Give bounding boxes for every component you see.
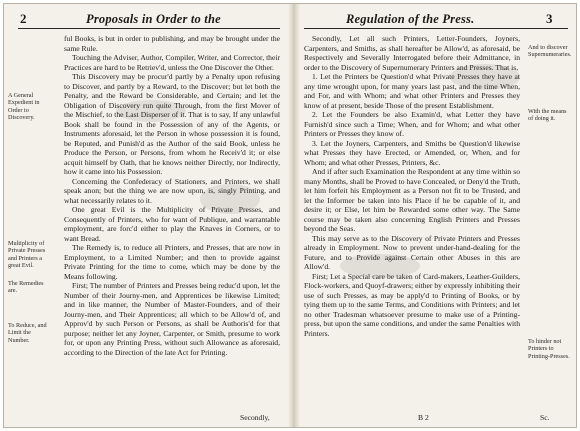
left-paragraph: First; The number of Printers and Presses being reduc'd upon, let the Number of their Journy-men, and Apprentices be likewise Limited; and in like manner, the Number of Master-Founders, and of their Journy-men, and Their Apprentices; all which to be Allow'd of, and Approv'd by such Person or Persons, as shall be Authoris'd for that purpose; neither let any Joyner, Carpenter, or Smith, presume to work for, or upon any Printing Press, without such Allowance as aforesaid, according to the Direction of the late Act for Printing. <box>64 281 280 357</box>
left-head-rule <box>18 28 280 29</box>
right-paragraph: 1. Let the Printers be Question'd what Private Presses they have at any time wrought upon, for many years last past, and the time When, and For, and with Whom; and what other Printers and Presses they know of at present, beside Those of the present Establishment. <box>304 72 520 110</box>
right-catchword: Sc. <box>540 413 550 422</box>
right-side-note-2: With the means of doing it. <box>528 108 567 123</box>
right-paragraph: First; Let a Special care be taken of Card-makers, Leather-Guilders, Flock-workers, and Quoyf-drawers; either by expressly inhibiting their use of such Presses, as may be apply'd to Printing of Books, or by tying them up to the same Terms, and Conditions with Printers; and let no other Tradesman whatsoever presume to make use of a Printing-press, but upon the same conditions, and under the same Penalties with Printers. <box>304 271 520 338</box>
left-catchword: Secondly, <box>240 413 270 422</box>
left-side-note-2: Multiplicity of Private Presses and Printers a great Evil. <box>8 240 46 270</box>
ink-bleed-stain <box>200 184 260 214</box>
left-paragraph: Touching the Adviser, Author, Compiler, Writer, and Corrector, their Practices are hard to be Retriev'd, unless the One Discover the Other. <box>64 53 280 72</box>
right-paragraph: 3. Let the Joyners, Carpenters, and Smiths be Question'd likewise what Presses they have Erected, or Amended, or, When, and for Whom; and what other Presses, Printers, &c. <box>304 138 520 167</box>
ink-bleed-stain <box>340 254 420 278</box>
right-head-rule <box>304 28 568 29</box>
left-side-note-1: A General Expedient in Order to Discovery. <box>8 92 40 122</box>
ink-bleed-stain <box>116 100 186 122</box>
right-side-note-1: And to discover Supernumeraries. <box>528 44 572 59</box>
left-paragraph: Concerning the Confederacy of Stationers, and Printers, we shall speak anon; but the thing we are now upon, is, singly Printing, and what necessarily relates to it. <box>64 176 280 205</box>
left-running-head: Proposals in Order to the <box>86 12 221 26</box>
right-side-note-3: To hinder not Printers to Printing-Presses. <box>528 338 570 360</box>
ink-bleed-stain <box>450 64 520 90</box>
signature-mark: B 2 <box>418 413 429 422</box>
left-paragraph: The Remedy is, to reduce all Printers, and Presses, that are now in Employment, to a Limited Number; and then to provide against Private Printing for the time to come, which may be done by the Means following. <box>64 243 280 281</box>
right-running-head: Regulation of the Press. <box>346 12 475 26</box>
right-page <box>300 4 576 427</box>
left-paragraph: One great Evil is the Multiplicity of Private Presses, and Consequently of Printers, who for want of Publique, and warrantable employment, are forc'd either to play the Knaves in Corners, or to want Bread. <box>64 205 280 243</box>
right-paragraph: Secondly, Let all such Printers, Letter-Founders, Joyners, Carpenters, and Smiths, as shall hereafter be Allow'd, as aforesaid, be Respectively and Severally Interrogated before their Admittance, in order to the Discovery of Supernumerary Printers and Presses. That is, <box>304 34 520 72</box>
left-page <box>4 4 290 427</box>
left-side-note-4: To Reduce, and Limit the Number. <box>8 322 47 344</box>
left-side-note-3: The Remedies are. <box>8 280 44 295</box>
right-paragraph: And if after such Examination the Respondent at any time within so many Months, shall be Proved to have Concealed, or Deny'd the Truth, let him forfeit his Employment as a Person not fit to be Trusted, and let the Informer be taken into his Place if he be capable of it, and desire it; or Else, let him be Rewarded some other way. The Same course may be taken also concerning English Printers and Presses beyond the Seas. <box>304 167 520 233</box>
left-paragraph: ful Books, is but in order to publishing, and may be brought under the same Rule. <box>64 34 280 53</box>
book-spread <box>3 3 577 428</box>
right-paragraph: 2. Let the Founders be also Examin'd, what Letter they have Furnish'd since such a Time; When, and for Whom; and what other Printers or Presses they know of. <box>304 110 520 138</box>
left-page-number: 2 <box>20 11 27 26</box>
right-page-number: 3 <box>546 11 553 26</box>
right-paragraph: This may serve as to the Discovery of Private Printers and Presses already in Employment. Now to prevent under-hand-dealing for the Future, and to Provide against Certain other Abuses in this are Allow'd. <box>304 233 520 271</box>
left-paragraph: This Discovery may be procur'd partly by a Penalty upon refusing to Discover, and partly by a Reward, to the Discover; but let both the Penalty, and the Reward be Considerable, and Certain; and let the Obligation of Discovery run quite Through, from the first Mover of the Mischief, to the Last Disperser of it. That is to say, If any unlawful Book shall be found in the Possession of any of the Agents, or Instruments aforesaid, let the Person in whose possession it is found, be Reputed, and Punish'd as the Author of the said Book, unless he Produce the Person, or Persons, from whom he Receiv'd it; or else acquit himself by Oath, that he knows neither Directly, nor Indirectly, how it came into his Possession. <box>64 72 280 176</box>
